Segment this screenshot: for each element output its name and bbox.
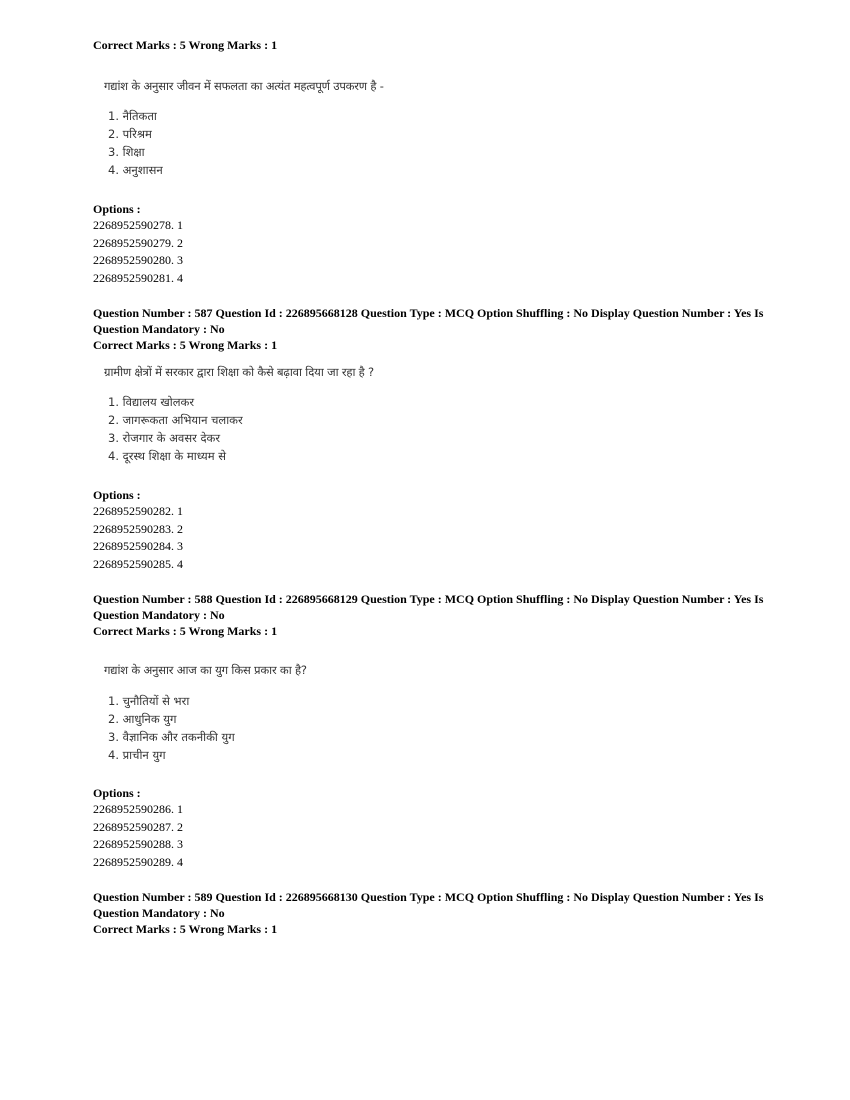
choice: 4. अनुशासन <box>108 163 163 177</box>
marks-line: Correct Marks : 5 Wrong Marks : 1 <box>93 338 278 352</box>
choice: 3. शिक्षा <box>108 145 145 159</box>
choice: 2. परिश्रम <box>108 127 152 141</box>
question-text: गद्यांश के अनुसार जीवन में सफलता का अत्यंत महत्वपूर्ण उपकरण है - <box>104 79 384 93</box>
answer-choices <box>108 107 163 179</box>
option-id: 2268952590286. 1 <box>93 802 183 816</box>
question-header-line: Question Number : 589 Question Id : 226895668130 Question Type : MCQ Option Shuffling : No Display Question Number : Yes Is <box>93 890 764 904</box>
choice: 3. रोजगार के अवसर देकर <box>108 431 221 445</box>
question-header <box>93 591 773 639</box>
options-label: Options : <box>93 786 141 800</box>
question-text: ग्रामीण क्षेत्रों में सरकार द्वारा शिक्षा को कैसे बढ़ावा दिया जा रहा है ? <box>104 365 374 379</box>
question-header <box>93 889 773 937</box>
option-id: 2268952590285. 4 <box>93 557 183 572</box>
answer-choices <box>108 393 243 465</box>
option-id: 2268952590287. 2 <box>93 819 183 834</box>
option-id: 2268952590284. 3 <box>93 539 183 554</box>
choice: 1. चुनौतियों से भरा <box>108 694 190 708</box>
option-id: 2268952590289. 4 <box>93 855 183 870</box>
option-id: 2268952590280. 3 <box>93 253 183 268</box>
options-list <box>93 801 183 872</box>
marks-line: Correct Marks : 5 Wrong Marks : 1 <box>93 922 278 936</box>
question-header <box>93 305 773 353</box>
question-mandatory: Question Mandatory : No <box>93 322 225 336</box>
option-id: 2268952590281. 4 <box>93 271 183 286</box>
question-header-line: Question Number : 587 Question Id : 226895668128 Question Type : MCQ Option Shuffling : No Display Question Number : Yes Is <box>93 306 764 320</box>
choice: 4. दूरस्थ शिक्षा के माध्यम से <box>108 449 227 463</box>
options-label: Options : <box>93 488 141 502</box>
choice: 1. विद्यालय खोलकर <box>108 395 195 409</box>
choice: 2. जागरूकता अभियान चलाकर <box>108 413 243 427</box>
marks-line: Correct Marks : 5 Wrong Marks : 1 <box>93 38 278 52</box>
option-id: 2268952590279. 2 <box>93 235 183 250</box>
options-label: Options : <box>93 202 141 216</box>
choice: 3. वैज्ञानिक और तकनीकी युग <box>108 730 235 744</box>
question-text: गद्यांश के अनुसार आज का युग किस प्रकार का है? <box>104 663 307 677</box>
choice: 4. प्राचीन युग <box>108 748 166 762</box>
choice: 1. नैतिकता <box>108 109 157 123</box>
question-mandatory: Question Mandatory : No <box>93 906 225 920</box>
option-id: 2268952590282. 1 <box>93 504 183 518</box>
options-list <box>93 217 183 288</box>
question-header-line: Question Number : 588 Question Id : 226895668129 Question Type : MCQ Option Shuffling : No Display Question Number : Yes Is <box>93 592 764 606</box>
question-mandatory: Question Mandatory : No <box>93 608 225 622</box>
choice: 2. आधुनिक युग <box>108 712 177 726</box>
option-id: 2268952590278. 1 <box>93 218 183 232</box>
marks-line: Correct Marks : 5 Wrong Marks : 1 <box>93 624 278 638</box>
option-id: 2268952590283. 2 <box>93 521 183 536</box>
answer-choices <box>108 692 235 764</box>
option-id: 2268952590288. 3 <box>93 837 183 852</box>
options-list <box>93 503 183 574</box>
